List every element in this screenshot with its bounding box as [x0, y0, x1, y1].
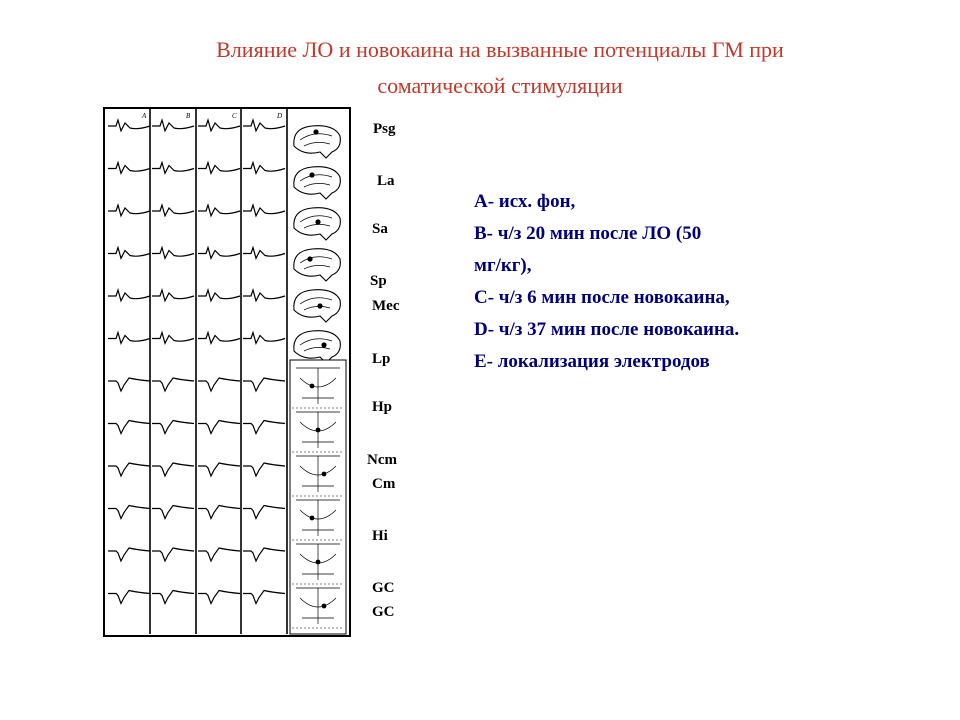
- region-label: La: [377, 173, 395, 189]
- region-labels: [355, 106, 425, 638]
- slide-title: [100, 32, 900, 104]
- region-label: GC: [372, 580, 395, 596]
- column-header: B: [186, 112, 191, 120]
- electrode-dot: [315, 219, 320, 224]
- electrode-dot: [322, 604, 327, 609]
- region-label: Sp: [370, 273, 387, 289]
- legend-item: С- ч/з 6 мин после новокаина,: [474, 287, 730, 308]
- electrode-dot: [321, 342, 326, 347]
- region-label: Sa: [372, 221, 388, 237]
- region-label: Hi: [372, 528, 388, 544]
- electrode-dot: [316, 428, 321, 433]
- region-label: Ncm: [367, 452, 397, 468]
- electrode-dot: [307, 256, 312, 261]
- column-header: C: [232, 112, 237, 120]
- column-header: D: [277, 112, 283, 120]
- legend: [474, 186, 874, 378]
- title-line-2: соматической стимуляции: [377, 73, 623, 98]
- electrode-dot: [316, 560, 321, 565]
- electrode-dot: [309, 172, 314, 177]
- electrode-dot: [317, 303, 322, 308]
- legend-item: мг/кг),: [474, 255, 532, 276]
- region-label: GC: [372, 604, 395, 620]
- legend-item: В- ч/з 20 мин после ЛО (50: [474, 223, 702, 244]
- legend-item: D- ч/з 37 мин после новокаина.: [474, 319, 740, 340]
- title-line-1: Влияние ЛО и новокаина на вызванные потенциалы ГМ при: [216, 37, 784, 62]
- region-label: Psg: [373, 121, 396, 137]
- electrode-dot: [322, 472, 327, 477]
- electrode-dot: [313, 129, 318, 134]
- column-header: A: [142, 112, 147, 120]
- electrode-dot: [310, 516, 315, 521]
- legend-item: А- исх. фон,: [474, 191, 576, 212]
- electrode-dot: [310, 384, 315, 389]
- region-label: Hp: [372, 399, 393, 415]
- region-label: Lp: [372, 351, 391, 367]
- evoked-potentials-figure: [100, 106, 354, 638]
- legend-item: Е- локализация электродов: [474, 351, 710, 372]
- region-label: Cm: [372, 476, 396, 492]
- region-label: Mec: [372, 298, 400, 314]
